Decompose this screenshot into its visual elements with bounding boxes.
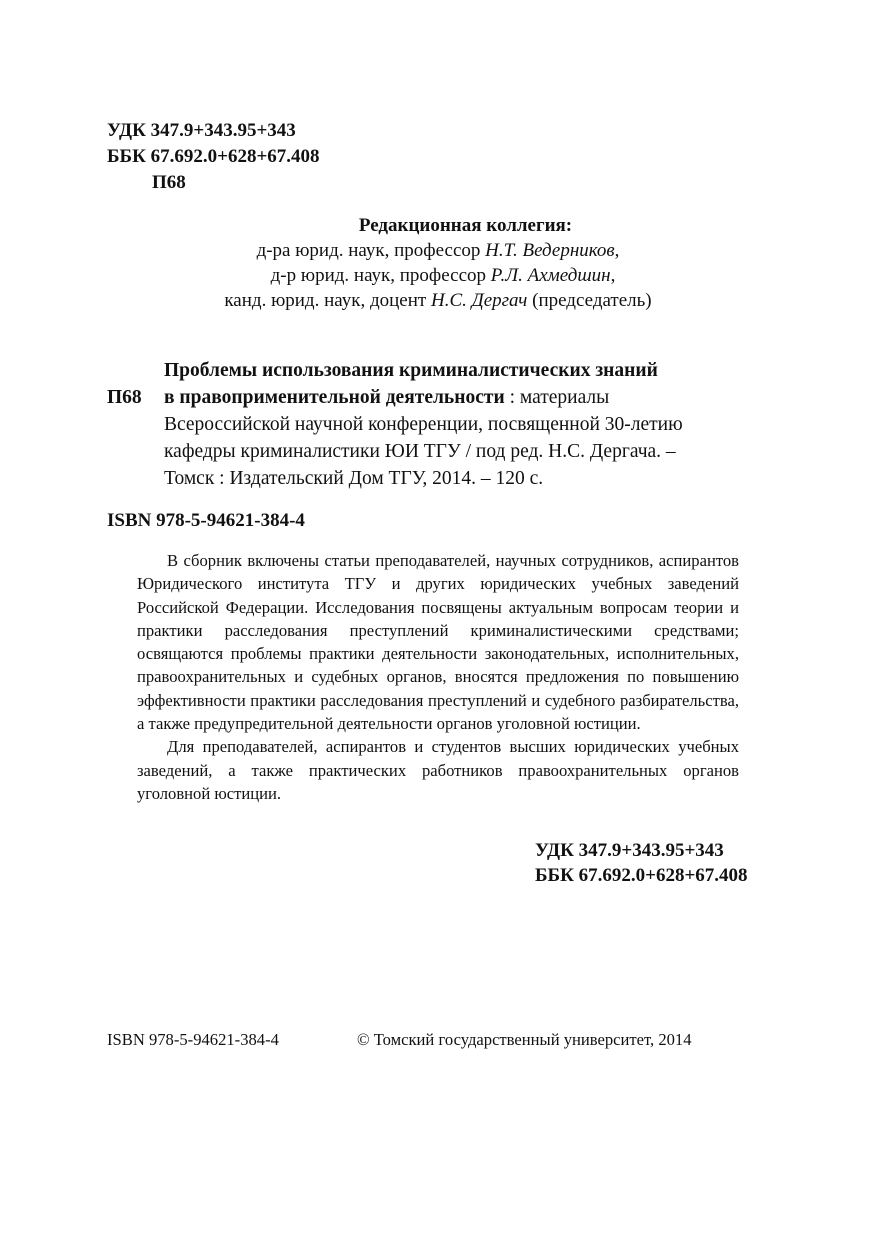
board-member: канд. юрид. наук, доцент Н.С. Дергач (председатель) bbox=[224, 290, 652, 311]
annotation-paragraph: Для преподавателей, аспирантов и студентов высших юридических учебных заведений, а также практических работников правоохранительных органов уголовной юстиции. bbox=[137, 737, 739, 803]
reference-line2: в правоприменительной деятельности : материалы bbox=[164, 387, 610, 408]
board-member: д-р юрид. наук, профессор Р.Л. Ахмедшин, bbox=[270, 265, 616, 286]
member-name: Р.Л. Ахмедшин bbox=[490, 265, 611, 286]
reference-line3: Всероссийской научной конференции, посвященной 30-летию bbox=[164, 414, 683, 435]
udk-code: УДК 347.9+343.95+343 bbox=[535, 840, 724, 861]
reference-line4: кафедры криминалистики ЮИ ТГУ / под ред. Н.С. Дергача. – bbox=[164, 441, 676, 462]
editorial-board bbox=[0, 213, 876, 313]
member-name: Н.Т. Ведерников bbox=[485, 240, 615, 261]
bbk-code: ББК 67.692.0+628+67.408 bbox=[535, 865, 748, 886]
bbk-code: ББК 67.692.0+628+67.408 bbox=[107, 146, 320, 167]
classification-bottom bbox=[535, 838, 748, 888]
author-code: П68 bbox=[152, 172, 186, 193]
annotation bbox=[137, 549, 739, 805]
board-member: д-ра юрид. наук, профессор Н.Т. Ведерников, bbox=[256, 240, 620, 261]
member-name: Н.С. Дергач bbox=[430, 290, 528, 311]
reference-line5: Томск : Издательский Дом ТГУ, 2014. – 120 с. bbox=[164, 468, 544, 489]
editorial-board-title: Редакционная коллегия: bbox=[358, 215, 573, 236]
annotation-paragraph: В сборник включены статьи преподавателей, научных сотрудников, аспирантов Юридического института ТГУ и других юридических учебных заведений Российской Федерации. Исследования посвящены актуальным вопросам теории и практики расследования преступлений криминалистическими средствами; освящаются проблемы практики деятельности законодательных, исполнительных, правоохранительных и судебных органов, вносятся предложения по повышению эффективности практики расследования преступлений и судебного разбирательства, а также предупредительной деятельности органов уголовной юстиции. bbox=[137, 551, 739, 734]
reference-author-code: П68 bbox=[107, 387, 142, 408]
udk-code: УДК 347.9+343.95+343 bbox=[107, 120, 296, 141]
footer bbox=[107, 1030, 692, 1050]
classification-top bbox=[107, 118, 320, 196]
bibliographic-reference bbox=[107, 357, 683, 492]
footer-isbn: ISBN 978-5-94621-384-4 bbox=[107, 1030, 279, 1049]
book-title-line2: в правоприменительной деятельности bbox=[164, 387, 505, 408]
isbn-bold: ISBN 978-5-94621-384-4 bbox=[107, 510, 305, 531]
copyright: © Томский государственный университет, 2014 bbox=[357, 1030, 692, 1049]
book-title-line1: Проблемы использования криминалистических знаний bbox=[164, 360, 658, 381]
